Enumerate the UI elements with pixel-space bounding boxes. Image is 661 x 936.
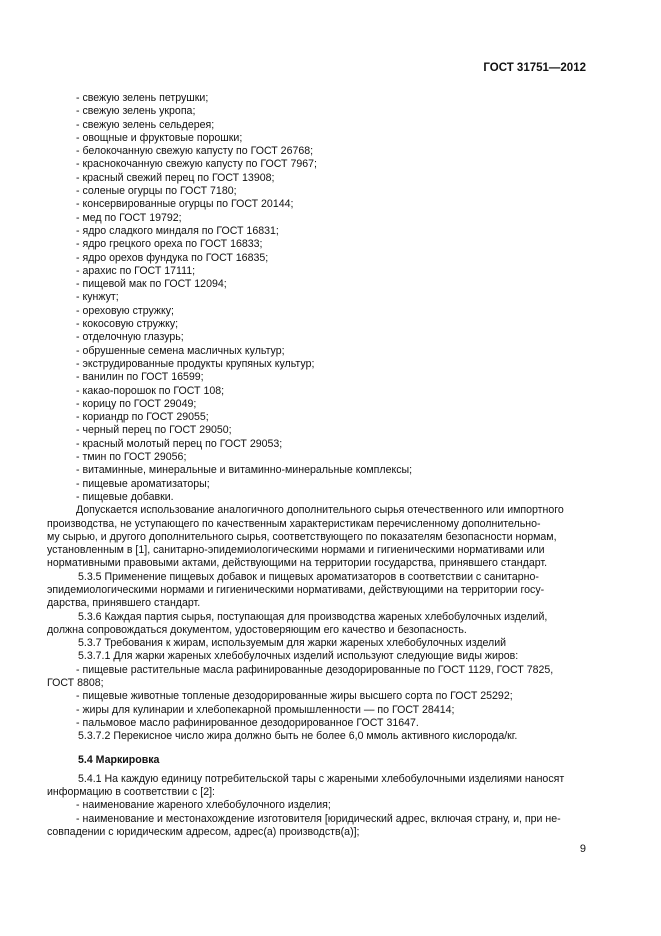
list-item xyxy=(47,812,590,840)
list-item: - пищевые добавки. xyxy=(76,490,174,503)
list-item: - красный свежий перец по ГОСТ 13908; xyxy=(76,171,275,184)
additive-list xyxy=(76,92,590,504)
list-item: - жиры для кулинарии и хлебопекарной промышленности — по ГОСТ 28414; xyxy=(76,703,455,716)
list-item: - арахис по ГОСТ 17111; xyxy=(76,264,196,277)
paragraph-line: дарства, принявшего стандарт. xyxy=(47,597,201,610)
list-item: - ядро грецкого ореха по ГОСТ 16833; xyxy=(76,238,263,251)
list-item: - мед по ГОСТ 19792; xyxy=(76,211,182,224)
paragraph-line: должна сопровождаться документом, удостоверяющим его качество и безопасность. xyxy=(47,623,467,636)
list-item: - белокочанную свежую капусту по ГОСТ 26768; xyxy=(76,145,314,158)
list-item: - ядро сладкого миндаля по ГОСТ 16831; xyxy=(76,224,279,237)
paragraph-5-3-7-1: 5.3.7.1 Для жарки жареных хлебобулочных изделий используют следующие виды жиров: xyxy=(78,650,519,663)
document-body xyxy=(47,92,590,839)
paragraph-line: Допускается использование аналогичного дополнительного сырья отечественного или импортного xyxy=(76,504,564,517)
list-item: - красный молотый перец по ГОСТ 29053; xyxy=(76,437,283,450)
list-item: - обрушенные семена масличных культур; xyxy=(76,344,285,357)
paragraph-line: эпидемиологическими нормами и гигиеническими нормативами, действующими на территории госу- xyxy=(47,583,545,596)
list-item: - свежую зелень сельдерея; xyxy=(76,118,215,131)
paragraph-admission xyxy=(47,504,590,570)
list-item: - пищевой мак по ГОСТ 12094; xyxy=(76,278,227,291)
list-item: - кокосовую стружку; xyxy=(76,318,179,331)
list-item: - ядро орехов фундука по ГОСТ 16835; xyxy=(76,251,269,264)
list-item: - экструдированные продукты крупяных культур; xyxy=(76,357,315,370)
paragraph-5-4-1 xyxy=(47,772,590,800)
paragraph-line: 5.3.5 Применение пищевых добавок и пищевых ароматизаторов в соответствии с санитарно- xyxy=(78,570,539,583)
paragraph-line: 5.3.6 Каждая партия сырья, поступающая для производства жареных хлебобулочных изделий, xyxy=(78,610,548,623)
paragraph-line: 5.4.1 На каждую единицу потребительской тары с жареными хлебобулочными изделиями наносят xyxy=(78,772,565,785)
list-item: - отделочную глазурь; xyxy=(76,331,184,344)
list-item: - наименование жареного хлебобулочного изделия; xyxy=(76,799,331,812)
paragraph-5-3-7: 5.3.7 Требования к жирам, используемым для жарки жареных хлебобулочных изделий xyxy=(78,637,507,650)
list-item: - пищевые животные топленые дезодорированные жиры высшего сорта по ГОСТ 25292; xyxy=(76,690,513,703)
paragraph-line: производства, не уступающего по качественным характеристикам перечисленному дополнительно- xyxy=(47,517,541,530)
paragraph-5-3-6 xyxy=(47,610,590,638)
list-item: - пальмовое масло рафинированное дезодорированное ГОСТ 31647. xyxy=(76,716,419,729)
list-item: - пищевые растительные масла рафинированные дезодорированные по ГОСТ 1129, ГОСТ 7825, xyxy=(76,663,554,676)
list-item: - овощные и фруктовые порошки; xyxy=(76,131,243,144)
list-item: - свежую зелень укропа; xyxy=(76,105,196,118)
list-item: - черный перец по ГОСТ 29050; xyxy=(76,424,232,437)
list-item: - ванилин по ГОСТ 16599; xyxy=(76,371,204,384)
section-heading: 5.4 Маркировка xyxy=(78,753,160,766)
document-header: ГОСТ 31751—2012 xyxy=(483,62,586,74)
paragraph-5-3-5 xyxy=(47,570,590,611)
paragraph-line: совпадении с юридическим адресом, адрес(а) производств(а)]; xyxy=(47,826,360,839)
paragraph-line: информацию в соответствии с [2]: xyxy=(47,786,216,799)
paragraph-line: нормативными правовыми актами, действующими на территории государства, принявшего стандарт. xyxy=(47,557,548,570)
paragraph-line: установленным в [1], санитарно-эпидемиологическими нормами и гигиеническими нормативами или xyxy=(47,544,545,557)
list-item: - ореховую стружку; xyxy=(76,304,174,317)
list-item: - корицу по ГОСТ 29049; xyxy=(76,397,197,410)
list-item: - какао-порошок по ГОСТ 108; xyxy=(76,384,225,397)
list-item: - кориандр по ГОСТ 29055; xyxy=(76,411,209,424)
list-item: - тмин по ГОСТ 29056; xyxy=(76,451,187,464)
list-item: - краснокочанную свежую капусту по ГОСТ 7967; xyxy=(76,158,317,171)
list-item: - свежую зелень петрушки; xyxy=(76,92,209,104)
fat-list xyxy=(47,663,590,730)
list-item-continuation: ГОСТ 8808; xyxy=(47,677,104,690)
page-number: 9 xyxy=(579,843,586,855)
list-item: - пищевые ароматизаторы; xyxy=(76,477,210,490)
paragraph-line: - наименование и местонахождение изготовителя [юридический адрес, включая страну, и, при не- xyxy=(76,812,561,825)
list-item: - витаминные, минеральные и витаминно-минеральные комплексы; xyxy=(76,464,413,477)
list-item: - консервированные огурцы по ГОСТ 20144; xyxy=(76,198,294,211)
list-item: - кунжут; xyxy=(76,291,119,304)
list-item: - соленые огурцы по ГОСТ 7180; xyxy=(76,185,237,198)
paragraph-5-3-7-2: 5.3.7.2 Перекисное число жира должно быть не более 6,0 ммоль активного кислорода/кг. xyxy=(78,730,518,743)
paragraph-line: му сырью, и другого дополнительного сырья, соответствующего по показателям безопасности нормам, xyxy=(47,530,557,543)
